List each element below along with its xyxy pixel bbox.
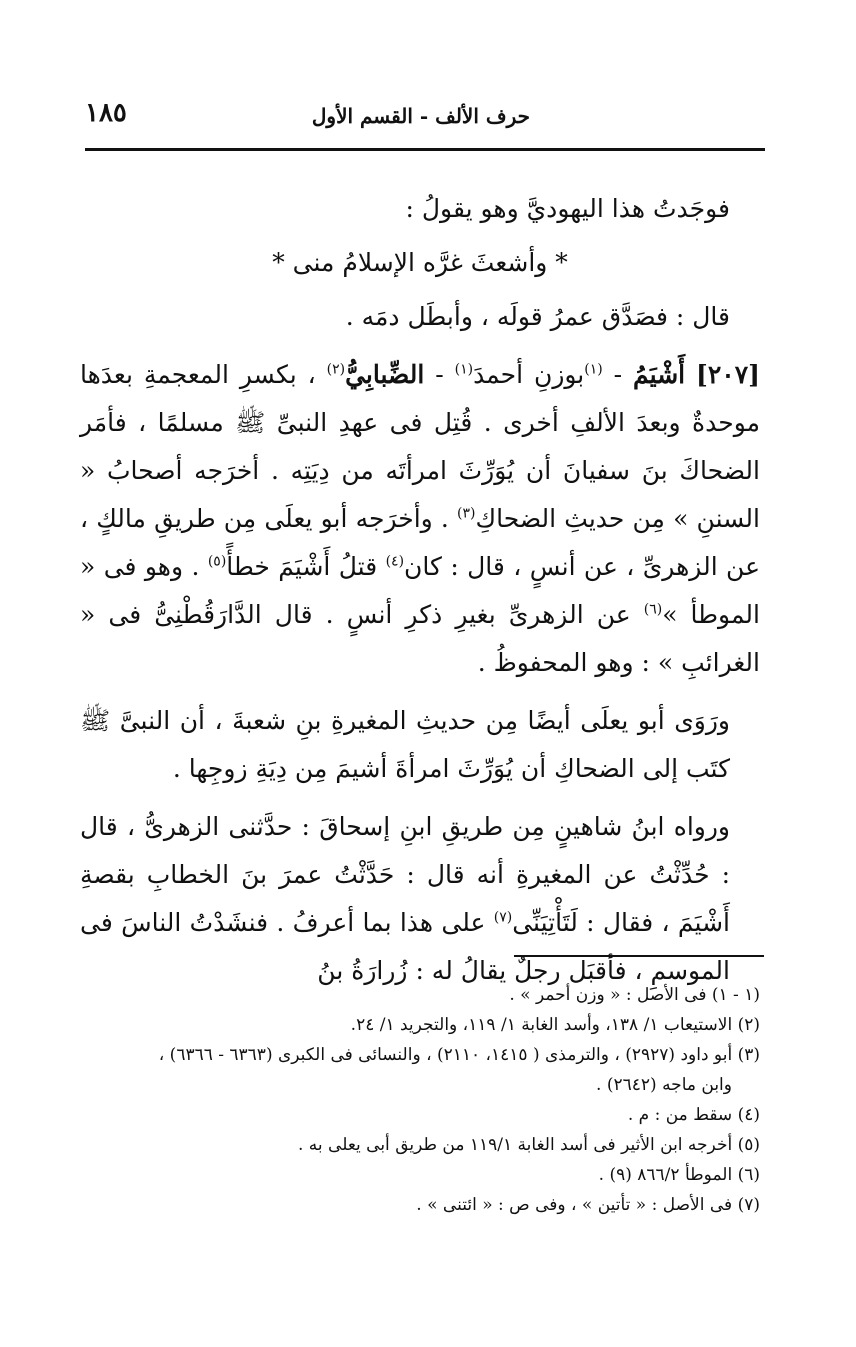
- footnote-ref-4[interactable]: (٤): [385, 553, 405, 570]
- entry-text: . وأخرَجه أبو يعلَى مِن طريقِ مالكٍ ، عن الزهرىِّ ، عن أنسٍ ، قال : كان: [80, 504, 760, 581]
- running-title: حرف الألف - القسم الأول: [311, 104, 530, 128]
- paragraph-umar-ruling: قال : فصَدَّق عمرُ قولَه ، وأبطَل دمَه .: [345, 302, 730, 331]
- verse-line: * وأشعثَ غرَّه الإسلامُ منى *: [272, 248, 568, 277]
- footnote-ref-7[interactable]: (٧): [493, 909, 513, 926]
- page-header: [85, 98, 765, 138]
- footnote-ref-5[interactable]: (٥): [207, 553, 227, 570]
- paragraph-text: على هذا بما أعرفُ . فنشَدْتُ الناسَ فى الموسمِ ، فأقبَل رجلٌ يقالُ له : زُرارَةُ بنُ: [80, 908, 730, 985]
- footnote-ref-2[interactable]: (٢): [326, 361, 346, 378]
- footnote-3-continuation: وابن ماجه (٢٦٤٢) .: [596, 1075, 732, 1095]
- footnote-3: (٣) أبو داود (٢٩٢٧) ، والترمذى ( ١٤١٥، ٢١١٠) ، والنسائى فى الكبرى (٦٣٦٣ - ٦٣٦٦) ،: [158, 1045, 760, 1065]
- paragraph-ibn-shahin: [80, 803, 760, 995]
- entry-text: قتلُ أَشْيَمَ خطأً: [226, 552, 386, 581]
- footnote-7: (٧) فى الأصل : « تأتين » ، وفى ص : « ائتنى » .: [416, 1195, 760, 1215]
- paragraph-jew-saying: فوجَدتُ هذا اليهوديَّ وهو يقولُ :: [405, 194, 730, 223]
- entry-text: ، بكسرِ المعجمةِ بعدَها موحدةٌ وبعدَ الألفِ أخرى . قُتِل فى عهدِ النبىِّ ﷺ مسلمًا ، فأمَر الضحاكَ بنَ سفيانَ أن يُوَرِّثَ امرأتَه من دِيَتِه . أخرَجه أصحابُ « السننِ » مِن حديثِ الضحاكِ: [80, 360, 761, 533]
- footnote-4: (٤) سقط من : م .: [627, 1105, 760, 1125]
- footnote-1: (١ - ١) فى الأصل : « وزن أحمر » .: [509, 985, 760, 1005]
- main-text: [80, 185, 760, 995]
- entry-number: [٢٠٧]: [696, 360, 761, 389]
- footnote-6: (٦) الموطأ ٨٦٦/٢ (٩) .: [598, 1165, 760, 1185]
- header-rule: [85, 148, 765, 151]
- footnotes: [80, 980, 760, 1220]
- paragraph-abu-yala: ورَوَى أبو يعلَى أيضًا مِن حديثِ المغيرةِ بنِ شعبةَ ، أن النبىَّ ﷺ كتَب إلى الضحاكِ أن يُوَرِّثَ امرأةَ أشيمَ مِن دِيَةِ زوجِها .: [80, 706, 730, 783]
- entry-separator: -: [424, 360, 455, 389]
- footnote-ref-1-open[interactable]: (١): [584, 361, 603, 378]
- entry-207: [80, 351, 760, 687]
- paragraph-text: ورواه ابنُ شاهينٍ مِن طريقِ ابنِ إسحاقَ : حدَّثنى الزهرىُّ ، قال : حُدِّثْتُ عن المغيرةِ أنه قال : حَدَّثْتُ عمرَ بنَ الخطابِ بقصةِ أَشْيَمَ ، فقال : لَتَأْتِيَنِّى: [80, 812, 730, 937]
- entry-text: عن الزهرىِّ بغيرِ ذكرِ أنسٍ . قال الدَّارَقُطْنِىُّ فى « الغرائبِ » : وهو المحفوظُ .: [80, 600, 760, 677]
- entry-weight-note: بوزنِ أحمدَ: [473, 360, 585, 389]
- entry-separator: -: [602, 360, 634, 389]
- footnote-ref-6[interactable]: (٦): [643, 601, 663, 618]
- entry-name: أَشْيَمُ: [633, 360, 686, 389]
- footnote-5: (٥) أخرجه ابن الأثير فى أسد الغابة ١١٩/١ من طريق أبى يعلى به .: [297, 1135, 760, 1155]
- entry-text: . وهو فى « الموطأ »: [80, 552, 760, 629]
- footnote-rule: [514, 955, 764, 957]
- page-number: ١٨٥: [85, 98, 127, 128]
- footnote-ref-3[interactable]: (٣): [457, 505, 476, 522]
- footnote-ref-1-close[interactable]: (١): [454, 361, 474, 378]
- entry-tribe: الضِّبابِيُّ: [345, 360, 425, 389]
- footnote-2: (٢) الاستيعاب ١/ ١٣٨، وأسد الغابة ١/ ١١٩، والتجريد ١/ ٢٤.: [350, 1015, 760, 1035]
